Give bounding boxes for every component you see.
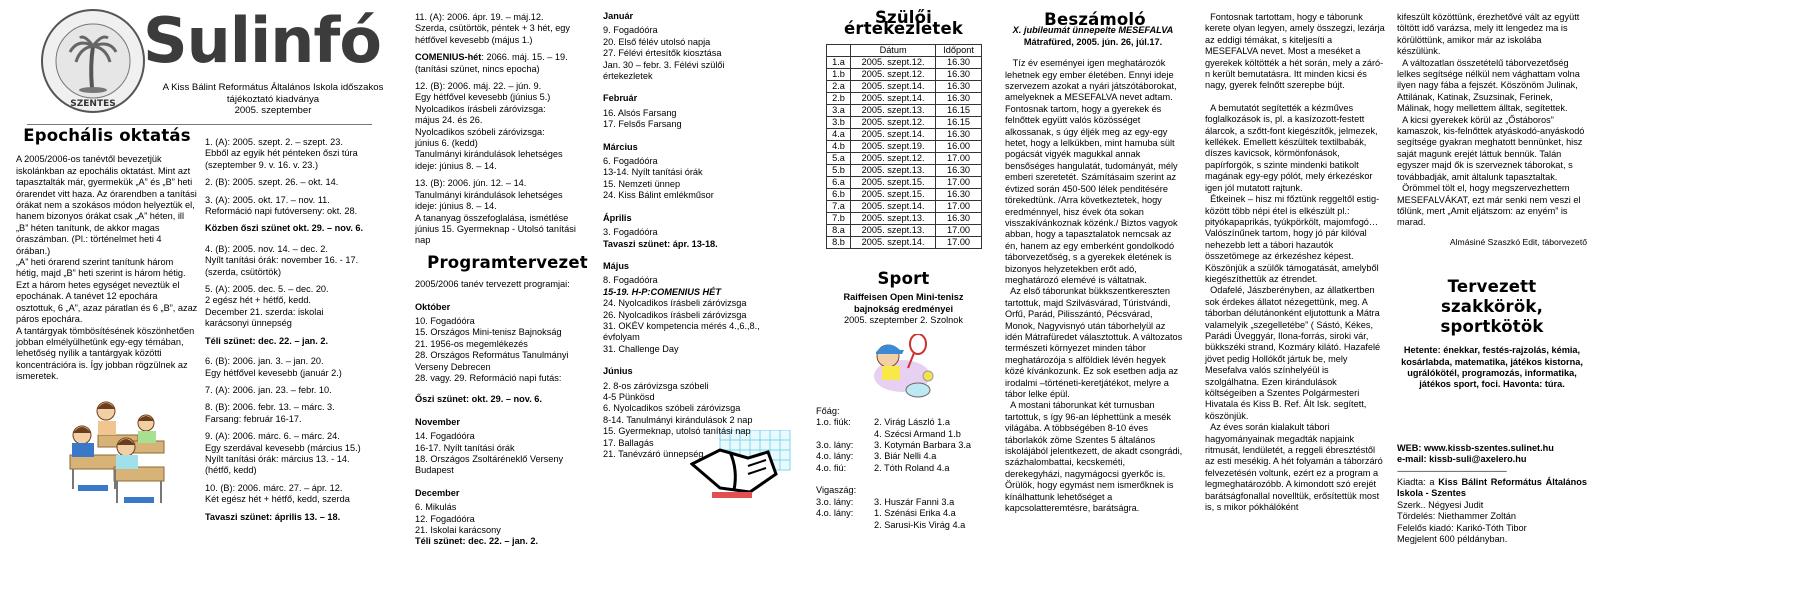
program-item: 20. Első félév utolsó napja	[603, 36, 711, 47]
epoch-entry	[205, 483, 400, 506]
epochal-paragraph: „A” heti órarend szerint tanítunk három hétig, majd „B” heti szerint is három hétig. Ezt a három hetes egységet neveztük el epochának. A tanévet 12 epochára osztottuk, 6 „A”, azaz páratlan és 6 „B”, azaz páros epochára.	[16, 257, 198, 325]
comenius-week-label: COMENIUS-hét	[415, 52, 482, 63]
time-cell: 16.15	[936, 104, 982, 116]
month-name: Január	[603, 11, 634, 21]
epoch-line: 7. (A): 2006. jan. 23. – febr. 10.	[205, 384, 332, 395]
program-item: 8. Fogadóóra	[603, 275, 658, 286]
table-row	[827, 56, 982, 68]
epoch-line: 2. (B): 2005. szept. 26. – okt. 14.	[205, 177, 339, 188]
month-name: November	[415, 416, 460, 427]
column-header: Időpont	[936, 44, 982, 56]
date-cell: 2005. szept.15.	[851, 188, 936, 200]
date-cell: 2005. szept.14.	[851, 92, 936, 104]
parent-meetings-heading: Szülői értekezletek	[843, 8, 964, 39]
clubs-list: Hetente: énekkar, festés-rajzolás, kémia, kosárlabda, matematika, játékos kistorna, ugrálókötél, programozás, informatika, játékos sport, foci. Havonta: túra.	[1401, 345, 1583, 390]
clubs-heading-line: sportkötök	[1440, 317, 1544, 337]
placement-result: 3. Biár Nelli 4.a	[874, 451, 937, 462]
epoch-line: 10. (B): 2006. márc. 27. – ápr. 12.	[205, 482, 343, 493]
report-paragraph: A változatlan összetételű táborvezetőség lelkes segítsége nélkül nem vághattam volna ilyen nagy fába a fejszét. Köszönöm Julinak, Attilának, Katinak, Zsuzsinak, Ferinek, Málinak, hogy mellettem álltak, segítettek.	[1397, 57, 1583, 114]
epoch-line: (hétfő, kedd)	[205, 465, 257, 476]
program-item: 15. Országos Mini-tenisz Bajnokság	[415, 327, 562, 338]
program-item: 28. vagy. 29. Reformáció napi futás:	[415, 372, 562, 383]
date-cell: 2005. szept.12.	[851, 56, 936, 68]
epoch-line: (tanítási szünet, nincs epocha)	[415, 63, 540, 74]
program-item: 18. Országos Zsoltáréneklő Verseny	[415, 454, 564, 464]
category-label: 3.o. lány:	[816, 496, 854, 507]
epochal-heading: Epochális oktatás	[23, 126, 191, 145]
placement-result: 3. Huszár Fanni 3.a	[874, 496, 955, 507]
seal-city-text: SZENTES	[70, 99, 116, 109]
epoch-entry	[415, 178, 600, 246]
epoch-line: hétfővel kevesebb (május 1.)	[415, 34, 533, 45]
class-cell: 7.b	[827, 212, 851, 224]
report-article	[1005, 10, 1185, 514]
date-cell: 2005. szept.12.	[851, 68, 936, 80]
epoch-line: Reformáció napi futóverseny: okt. 28.	[205, 206, 358, 217]
masthead-subtitle	[143, 82, 403, 117]
newsletter-title: Sulinfó	[143, 4, 382, 77]
date-cell: 2005. szept.15.	[851, 176, 936, 188]
program-item: 2. 8-os záróvizsga szóbeli	[603, 380, 709, 391]
table-row	[827, 152, 982, 164]
program-item: 12. Fogadóóra	[415, 513, 475, 524]
program-item: Jan. 30 – febr. 3. Félévi szülői	[603, 59, 725, 70]
layout-credit: Tördelés: Niethammer Zoltán	[1397, 511, 1516, 522]
program-item: 31. OKÉV kompetencia mérés 4.,6.,8.,	[603, 320, 760, 331]
class-cell: 4.a	[827, 128, 851, 140]
epoch-entry	[205, 177, 400, 188]
program-item: 27. Félévi értesítők kiosztása	[603, 48, 722, 59]
epoch-line: Egy hétfővel kevesebb (június 5.)	[415, 92, 551, 103]
program-item: 13-14. Nyílt tanítási órák	[603, 167, 703, 178]
clubs-heading	[1397, 277, 1587, 337]
category-label	[816, 520, 874, 531]
report-subheading: X. jubileumát ünnepelte MESEFALVA	[1012, 25, 1174, 36]
epoch-entry	[205, 137, 400, 171]
program-item: Budapest	[415, 465, 454, 476]
epoch-line: (szerda, csütörtök)	[205, 266, 282, 277]
class-cell: 1.b	[827, 68, 851, 80]
month-section	[603, 142, 798, 202]
report-signature: Almásiné Szaszkó Edit, táborvezető	[1449, 236, 1587, 247]
report-paragraph: Odafelé, Jászberényben, az állatkertben sok érdekes állatot nézegettünk, meg. A táborban délutánonként eljutottunk a Mátra valamelyik „szegelletébe” ( Sástó, Kékes, Parádi Üveggyár, Ilona-forrás, siroki vár, bükkszéki strand, Kozmáry kilátó. Hazafelé jövet pedig Hollókőt jártuk be, mely Mesefalva valós színhelyéül is szolgálhatna. Ezen kirándulások költségeiben a Szentes Polgármesteri Hivatala és Kiss B. Ref. Ált Isk. segített, köszönjük.	[1205, 285, 1383, 421]
time-cell: 16.30	[936, 92, 982, 104]
date-cell: 2005. szept.19.	[851, 140, 936, 152]
main-draw-label: Főág:	[816, 405, 840, 416]
program-highlight: 15-19. H-P:COMENIUS HÉT	[603, 286, 721, 297]
tennis-kid-icon	[866, 334, 991, 401]
main-draw-results	[816, 417, 991, 474]
epoch-line: 5. (A): 2005. dec. 5. – dec. 20.	[205, 284, 329, 295]
epoch-line: 2 egész hét + hétfő, kedd.	[205, 295, 311, 306]
date-cell: 2005. szept.13.	[851, 224, 936, 236]
time-cell: 16.30	[936, 188, 982, 200]
epoch-entry	[205, 385, 400, 396]
footer-separator: -----------------------------------------------------	[1397, 465, 1507, 476]
table-row	[827, 188, 982, 200]
table-row	[827, 236, 982, 248]
program-item: 16. Alsós Farsang	[603, 107, 677, 118]
holiday-note	[205, 223, 400, 234]
program-item: 26. Nyolcadikos írásbeli záróvizsga	[603, 309, 747, 320]
parent-meetings-table	[826, 44, 982, 249]
class-cell: 3.a	[827, 104, 851, 116]
epoch-line: Tanulmányi kirándulások lehetséges	[415, 189, 563, 200]
table-row	[827, 200, 982, 212]
epoch-schedule-continued	[415, 12, 600, 548]
holiday-note	[205, 512, 400, 523]
month-section	[603, 213, 798, 250]
epoch-line: június 15. Gyermeknap - Utolsó tanítási	[415, 223, 576, 234]
class-cell: 1.a	[827, 56, 851, 68]
class-cell: 2.b	[827, 92, 851, 104]
epoch-entry	[205, 431, 400, 477]
time-cell: 17.00	[936, 236, 982, 248]
report-paragraph: Az éves során kialakult tábori hagyományainak megadták napjaink ritmusát, lendületét, a reggeli ébresztéstől az esti mesékig. A hét folyamán a táborzáró felvezetésén voltunk, ezért ez a program a legmeghatározóbb. A kimondott szó erejét barátságfonallal novelltük, erősítettük most is, s mikor pókhálóként	[1205, 422, 1386, 513]
placement-result: 2. Sarusi-Kis Virág 4.a	[874, 519, 966, 530]
program-item: értekezletek	[603, 71, 653, 82]
email-link[interactable]: e-mail: kissb-suli@axelero.hu	[1397, 454, 1527, 465]
time-cell: 16.00	[936, 140, 982, 152]
print-run: Megjelent 600 példányban.	[1397, 534, 1508, 544]
report-continued	[1205, 12, 1388, 513]
month-name: Június	[603, 366, 633, 377]
class-cell: 5.a	[827, 152, 851, 164]
month-section	[603, 261, 798, 355]
program-months-continued	[603, 0, 798, 460]
date-cell: 2005. szept.12.	[851, 116, 936, 128]
epoch-line: 1. (A): 2005. szept. 2. – szept. 23.	[205, 137, 343, 147]
table-header-row	[827, 44, 982, 56]
report-paragraph: Örömmel tölt el, hogy megszervezhettem MESEFALVÁKAT, ezt már senki nem veszi el tőlünk, mert „Amit eljátszom: az enyém” is marad.	[1397, 183, 1584, 228]
date-cell: 2005. szept.13.	[851, 104, 936, 116]
program-item: 28. Országos Református Tanulmányi	[415, 350, 569, 361]
epoch-line: 13. (B): 2006. jún. 12. – 14.	[415, 178, 527, 189]
class-cell: 5.b	[827, 164, 851, 176]
epoch-line: Téli szünet: dec. 22. – jan. 2.	[205, 335, 329, 346]
sport-event-date: 2005. szeptember 2. Szolnok	[844, 315, 963, 326]
parent-meetings-section	[816, 8, 991, 531]
category-label	[816, 429, 874, 440]
column-header	[827, 44, 851, 56]
epoch-line: Tavaszi szünet: április 13. – 18.	[205, 511, 341, 522]
time-cell: 16.30	[936, 68, 982, 80]
date-cell: 2005. szept.13.	[851, 212, 936, 224]
epochal-paragraph: A tantárgyak tömbösítésének köszönhetően jobban elmélyülhetünk egy-egy témában, lehetőség nyílik a tantárgyak közötti koncentrációra is. Így jobban rögzülnek az ismeretek.	[16, 325, 195, 382]
subtitle-line-2: tájékoztató kiadványa	[226, 93, 320, 105]
table-row	[827, 80, 982, 92]
epoch-line: 3. (A): 2005. okt. 17. – nov. 11.	[205, 194, 330, 205]
epoch-line: (szeptember 9. v. 16. v. 23.)	[205, 159, 319, 170]
table-row	[827, 116, 982, 128]
month-section	[415, 488, 600, 548]
epoch-schedule-list	[205, 137, 400, 532]
category-label: 3.o. lány:	[816, 440, 854, 451]
program-item: 14. Fogadóóra	[415, 431, 475, 442]
epoch-line: Közben őszi szünet okt. 29. – nov. 6.	[205, 223, 364, 234]
month-section	[603, 11, 798, 82]
consolation-label: Vigaszág:	[816, 485, 857, 496]
placement-result: 3. Kotymán Barbara 3.a	[874, 440, 972, 451]
program-item: 6. Fogadóóra	[603, 156, 658, 167]
epoch-line: Tanulmányi kirándulások lehetséges	[415, 149, 563, 160]
time-cell: 17.00	[936, 224, 982, 236]
epoch-entry	[205, 402, 400, 425]
report-paragraph: A kicsi gyerekek körül az „Őstáboros” kamaszok, kis-felnőttek atyáskodó-anyáskodó segítsége gyakran meghatott bennünket, hisz saját magunk erejét láttuk bennük. Talán egyszer majd ők is szerveznek táborokat, s továbbadják, amit általunk tapasztaltak.	[1397, 114, 1587, 182]
month-name: Április	[603, 212, 632, 223]
epoch-line: karácsonyi ünnepség	[205, 318, 292, 329]
class-cell: 6.b	[827, 188, 851, 200]
epoch-line: 12. (B): 2006. máj. 22. – jún. 9.	[415, 81, 542, 92]
program-item: 31. Challenge Day	[603, 343, 679, 354]
epoch-line: Nyílt tanítási órák: március 13. - 14.	[205, 453, 350, 464]
program-item: 6. Nyolcadikos szóbeli záróvizsga	[603, 403, 741, 414]
consolation-results	[816, 497, 991, 531]
program-item: 6. Mikulás	[415, 502, 457, 513]
program-item: 3. Fogadóóra	[603, 227, 658, 238]
epoch-entry	[205, 356, 400, 379]
program-item: 8-14. Tanulmányi kirándulások 2 nap	[603, 414, 753, 425]
table-row	[827, 68, 982, 80]
epoch-line: December 21. szerda: iskolai	[205, 306, 324, 317]
epoch-line: 6. (B): 2006. jan. 3. – jan. 20.	[205, 356, 324, 367]
month-name: Február	[603, 93, 638, 104]
month-section	[415, 417, 600, 477]
epoch-line: 9. (A): 2006. márc. 6. – márc. 24.	[205, 431, 340, 442]
epoch-line: Ebből az egyik hét pénteken őszi túra	[205, 148, 358, 159]
program-item: 24. Nyolcadikos írásbeli záróvizsga	[603, 298, 747, 309]
report-paragraph: kifeszült közöttünk, érezhetővé vált az együtt töltött idő varázsa, mely itt lengedez ma is körülöttünk, amikor már az iskolába készülünk.	[1397, 12, 1582, 57]
table-row	[827, 128, 982, 140]
table-row	[827, 164, 982, 176]
epoch-line: 11. (A): 2006. ápr. 19. – máj.12.	[415, 12, 544, 22]
subtitle-line-1: A Kiss Bálint Református Általános Iskola időszakos	[162, 82, 384, 93]
report-conclusion	[1397, 12, 1587, 545]
time-cell: 16.30	[936, 80, 982, 92]
epoch-line: Nyolcadikos írásbeli záróvizsga:	[415, 103, 546, 114]
placement-result: 2. Tóth Roland 4.a	[874, 462, 950, 473]
epoch-line: Nyílt tanítási órák: november 16. - 17.	[205, 255, 359, 266]
epoch-entry	[205, 284, 400, 330]
category-label: 4.o. lány:	[816, 508, 854, 519]
date-cell: 2005. szept.13.	[851, 164, 936, 176]
program-item: 4-5 Pünkösd	[603, 391, 655, 402]
epoch-line	[415, 52, 600, 63]
report-paragraph: Az első táborunkat bükkszentkereszten tartottuk, majd Szilvásvárad, Túristvándi, Orfű, Parád, Pilisszántó, Pécsvárad, Monok, Nagyvisnyó után táborhelyül az idén Mátrafüredet választottuk. A változatos természeti környezet minden tábor meghatározója s alföldiek lévén hegyek közé kívánkozunk. Ez sok esetben adja az irodalmi –történeti-keretjátékot, melyre a tábor lelke épül.	[1005, 286, 1185, 399]
report-paragraph: Étkeinek – hisz mi főztünk reggeltől estig- között több népi étel is elkészült pl.: pityókapaprikás, tyúkpörkölt, majomfogó… Valószínűnek tartom, hogy jó pár kilóval nehezebb lett a tábori hazautók összetömege az érkezéshez képest. Köszönjük a szülők támogatását, amelyből kiegészíthettük az étrendet.	[1205, 194, 1382, 284]
epoch-line: ideje: június 8. – 14.	[415, 160, 497, 171]
category-label: 4.o. lány:	[816, 451, 854, 462]
month-name: Március	[603, 141, 638, 152]
month-name: December	[415, 487, 460, 498]
epoch-line: június 6. (kedd)	[415, 138, 478, 149]
masthead-divider	[27, 124, 372, 125]
epoch-line-text: : 2066. máj. 15. – 19.	[481, 52, 568, 63]
epoch-line: május 24. és 26.	[415, 115, 483, 126]
report-paragraph: Fontosnak tartottam, hogy e táborunk kerete olyan legyen, amely összegzi, lezárja az eddigi témákat, s kiteljesíti a MESEFALVA nevet. Most a meséket a gyerekek költötték a hét során, mely a zárón került bemutatásra. Itt minden kicsi és nagy, gyerek felnőtt szerepbe bújt.	[1205, 12, 1388, 91]
class-cell: 3.b	[827, 116, 851, 128]
program-item: 21. Iskolai karácsony	[415, 525, 501, 536]
epoch-entry	[205, 195, 400, 218]
epoch-line: Farsang: február 16-17.	[205, 413, 302, 424]
epoch-line: 4. (B): 2005. nov. 14. – dec. 2.	[205, 243, 328, 254]
time-cell: 16.15	[936, 116, 982, 128]
program-item: 21. 1956-os megemlékezés	[415, 338, 528, 349]
program-item: 17. Ballagás	[603, 437, 654, 448]
placement-result: 1. Szénási Erika 4.a	[874, 508, 956, 519]
contact-info	[1397, 443, 1587, 546]
class-cell: 6.a	[827, 176, 851, 188]
program-item: 17. Felsős Farsang	[603, 119, 682, 130]
month-section	[603, 366, 798, 460]
sport-event-title	[816, 292, 991, 315]
table-row	[827, 92, 982, 104]
table-row	[827, 224, 982, 236]
time-cell: 16.30	[936, 212, 982, 224]
epoch-line: Egy szerdával kevesebb (március 15.)	[205, 442, 361, 453]
sport-event-line: bajnokság eredményei	[853, 303, 954, 314]
program-item: 15. Nemzeti ünnep	[603, 178, 681, 189]
epochal-paragraph: A 2005/2006-os tanévtől bevezetjük iskolánkban az epochális oktatást. Mint azt tapasztalták már, gyermekük „A” és „B” heti órarendet vitt haza. Az órarendben a tanítási órákat nem a szokásos módon helyeztük el, hanem bizonyos órákat csak „A” héten, ill „B” héten tanítunk, de akkor magas óraszámban. (Pl.: történelmet heti 4 órában.)	[16, 154, 197, 256]
epoch-entry	[415, 81, 600, 172]
table-row	[827, 140, 982, 152]
epoch-line: 8. (B): 2006. febr. 13. – márc. 3.	[205, 402, 335, 413]
responsible-publisher: Felelős kiadó: Karikó-Tóth Tibor	[1397, 522, 1527, 533]
program-item: évfolyam	[603, 332, 640, 343]
holiday-note: Őszi szünet: okt. 29. – nov. 6.	[415, 394, 542, 405]
epoch-entry	[415, 52, 600, 75]
placement-result: 2. Virág László 1.a	[874, 417, 950, 428]
column-header: Dátum	[851, 44, 936, 56]
class-cell: 8.a	[827, 224, 851, 236]
epoch-line: A tananyag összefoglalása, ismétlése	[415, 212, 569, 223]
school-seal-logo	[40, 8, 146, 114]
class-cell: 7.a	[827, 200, 851, 212]
program-intro: 2005/2006 tanév tervezett programjai:	[415, 279, 570, 290]
holiday-note: Tavaszi szünet: ápr. 13-18.	[603, 238, 718, 249]
editor-line: Szerk.. Négyesi Judit	[1397, 499, 1484, 510]
sport-heading: Sport	[877, 268, 930, 288]
time-cell: 16.30	[936, 56, 982, 68]
program-item: 10. Fogadóóra	[415, 315, 475, 326]
date-cell: 2005. szept.14.	[851, 200, 936, 212]
date-cell: 2005. szept.12.	[851, 152, 936, 164]
report-paragraph: Tíz év eseményei igen meghatározók lehetnek egy ember életében. Ennyi ideje szervezem azokat a nyári játszótáborokat, amelyeknek a MESEFALVA nevet adtam. Fontosnak tartom, hogy a gyerekek és felnőttek együtt valós közösséget alkossanak, s úgy éljék meg az egy-egy hetet, hogy a lelkükben, mint hamuba sült pogácsát vigyék magukkal annak bensőséges hangulatát, tudományát, mély emberi szeretetét. Számításaim szerint az évtized során 450-500 lélek penditésére törekedtünk. /Arra következtetek, hogy eredménnyel, hisz évek óta sokan visszakívánkoznak közénk./ Biztos vagyok abban, hogy a tapasztalatok nemcsak az én, hanem az egy emberként gondolkodó táborvezetőség, s a gyerekek életének is bizonyos helyzetekben erőt adó, meghatározó elemévé is váltatnak.	[1005, 58, 1181, 285]
time-cell: 17.00	[936, 176, 982, 188]
classroom-children-icon	[52, 397, 198, 515]
holiday-note: Téli szünet: dec. 22. – jan. 2.	[415, 536, 539, 547]
sport-event-line: Raiffeisen Open Mini-tenisz	[843, 292, 964, 303]
publisher-prefix: Kiadta: a	[1397, 476, 1439, 487]
publisher-line	[1397, 477, 1587, 500]
report-paragraph: A bemutatót segítették a kézműves foglalkozások is, pl. a kasízozott-festett álarcok, a szőtt-font kiegészítők, jelmezek, kellékek. Emellett készültek textilbabák, díszes kavicsok, körmönfonások, papírforgók, s szinte mindenki batikolt magának egy-egy pólót, mely érkezéskor igen jól mutatott rajtunk.	[1205, 102, 1381, 193]
report-location-date: Mátrafüred, 2005. jún. 26, júl.17.	[1023, 36, 1163, 47]
epoch-line: Egy hétfővel kevesebb (január 2.)	[205, 367, 342, 378]
class-cell: 2.a	[827, 80, 851, 92]
report-paragraph: A mostani táborunkat két turnusban tartottuk, s így 96-an léphettünk a mesék világába. A többségében 8-10 éves táborlakók zöme Szentes 5 általános iskolájából jelentkezett, de akadt csongrádi, százhalombattai, kecskeméti, derekegyházi, nagymágocsi gyerkőc is. Örülök, hogy egymást nem ismerőknek is kínálhattunk lehetőséget a kapcsolatteremtésre, barátságra.	[1005, 400, 1185, 514]
palm-tree-seal-icon	[40, 8, 146, 114]
time-cell: 16.30	[936, 164, 982, 176]
date-cell: 2005. szept.14.	[851, 236, 936, 248]
clubs-heading-line: Tervezett szakkörök,	[1440, 277, 1544, 317]
epochal-article	[16, 128, 198, 515]
epoch-line: Két egész hét + hétfő, kedd, szerda	[205, 494, 350, 505]
month-section	[415, 302, 600, 406]
program-heading: Programtervezet	[427, 252, 588, 272]
time-cell: 17.00	[936, 200, 982, 212]
epoch-line: nap	[415, 235, 431, 246]
website-link[interactable]: WEB: www.kissb-szentes.sulinet.hu	[1397, 442, 1554, 453]
time-cell: 17.00	[936, 152, 982, 164]
time-cell: 16.30	[936, 128, 982, 140]
holiday-note	[205, 336, 400, 347]
placement-result: 4. Szécsi Armand 1.b	[874, 428, 961, 439]
epoch-line: Szerda, csütörtök, péntek + 3 hét, egy	[415, 23, 571, 34]
table-row	[827, 212, 982, 224]
epoch-entry	[415, 12, 600, 46]
program-item: 16-17. Nyílt tanítási órák	[415, 442, 515, 453]
date-cell: 2005. szept.14.	[851, 80, 936, 92]
program-item: Verseny Debrecen	[415, 361, 491, 372]
report-heading: Beszámoló	[1044, 10, 1146, 29]
table-row	[827, 176, 982, 188]
category-label: 4.o. fiú:	[816, 462, 847, 473]
month-name: Május	[603, 260, 630, 271]
epoch-line: ideje: június 8. – 14.	[415, 201, 497, 212]
epoch-line: Nyolcadikos szóbeli záróvizsga:	[415, 126, 545, 137]
class-cell: 4.b	[827, 140, 851, 152]
class-cell: 8.b	[827, 236, 851, 248]
date-cell: 2005. szept.14.	[851, 128, 936, 140]
program-item: 21. Tanévzáró ünnepség	[603, 449, 704, 459]
month-section	[603, 93, 798, 130]
program-item: 15. Gyermeknap, utolsó tanítási nap	[603, 426, 751, 437]
category-label: 1.o. fiúk:	[816, 417, 851, 428]
program-item: 24. Kiss Bálint emlékműsor	[603, 190, 714, 201]
month-name: Október	[415, 301, 451, 312]
table-row	[827, 104, 982, 116]
epoch-entry	[205, 244, 400, 278]
publisher-name: Kiss Bálint Református Általános Iskola - Szentes	[1397, 476, 1587, 499]
program-item: 9. Fogadóóra	[603, 25, 658, 36]
issue-date: 2005. szeptember	[234, 105, 312, 116]
